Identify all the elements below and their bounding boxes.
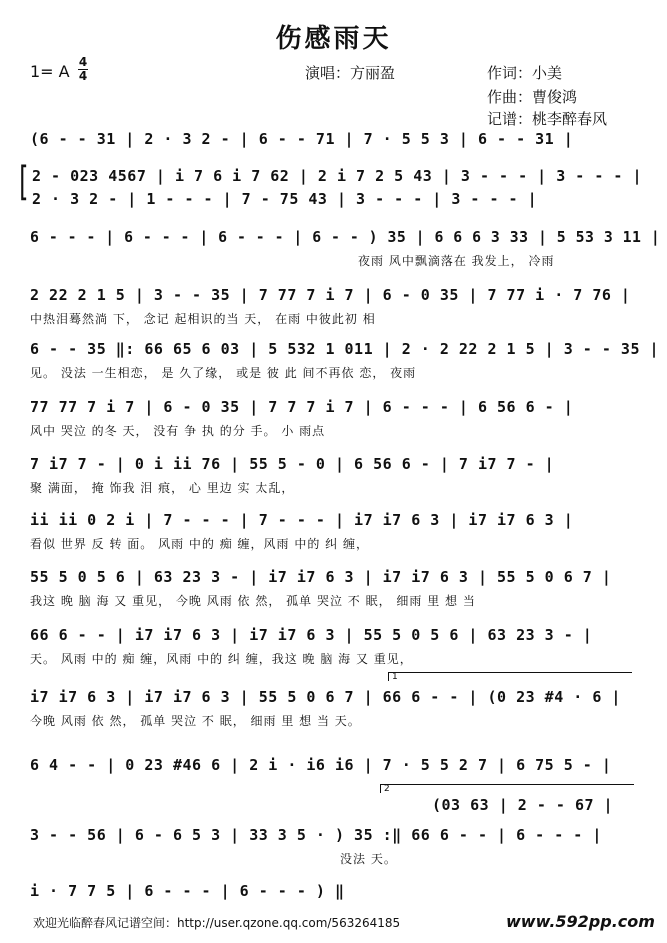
score-row-7: 7 i7 7 - | 0 i ii 76 | 55 5 - 0 | 6 56 6 - | 7 i7 7 - | bbox=[30, 455, 555, 473]
lyricist-credit: 作词：小美 bbox=[487, 64, 563, 82]
lyrics-row-6: 风中 哭泣 的冬 天， 没有 争 执 的分 手。 小 雨点 bbox=[30, 424, 326, 438]
score-row-2-upper: 2 - 023 4567 | i 7 6 i 7 62 | 2 i 7 2 5 43 | 3 - - - | 3 - - - | bbox=[32, 167, 642, 185]
volta-1: 1 bbox=[388, 672, 632, 681]
site-watermark: www.592pp.com bbox=[506, 912, 655, 931]
lyrics-row-3: 夜雨 风中飘滴落在 我发上， 冷雨 bbox=[358, 254, 555, 268]
score-row-3: 6 - - - | 6 - - - | 6 - - - | 6 - - ) 35 | 6 6 6 3 33 | 5 53 3 11 | bbox=[30, 228, 661, 246]
volta-2: 2 bbox=[380, 784, 634, 793]
lyrics-row-7: 聚 满面， 掩 饰我 泪 痕， 心 里边 实 太乱， bbox=[30, 481, 295, 495]
score-row-10: 66 6 - - | i7 i7 6 3 | i7 i7 6 3 | 55 5 0 5 6 | 63 23 3 - | bbox=[30, 626, 593, 644]
score-row-2-lower: 2 · 3 2 - | 1 - - - | 7 - 75 43 | 3 - - - | 3 - - - | bbox=[32, 190, 538, 208]
lyrics-row-9: 我这 晚 脑 海 又 重见， 今晚 风雨 依 然， 孤单 哭泣 不 眠， 细雨 里 想 当 bbox=[30, 594, 476, 608]
score-row-15: i · 7 7 5 | 6 - - - | 6 - - - ) ‖ bbox=[30, 882, 345, 900]
score-row-12: 6 4 - - | 0 23 #46 6 | 2 i · i6 i6 | 7 · 5 5 2 7 | 6 75 5 - | bbox=[30, 756, 612, 774]
time-signature-top: 4 bbox=[78, 55, 88, 69]
score-row-14: 3 - - 56 | 6 - 6 5 3 | 33 3 5 · ) 35 :‖ 66 6 - - | 6 - - - | bbox=[30, 826, 602, 844]
score-row-11: i7 i7 6 3 | i7 i7 6 3 | 55 5 0 6 7 | 66 6 - - | (0 23 #4 · 6 | bbox=[30, 688, 621, 706]
lyrics-row-4: 中热泪蓦然淌 下， 念记 起相识的当 天， 在雨 中彼此初 相 bbox=[30, 312, 376, 326]
score-row-5: 6 - - 35 ‖: 66 65 6 03 | 5 532 1 011 | 2 · 2 22 2 1 5 | 3 - - 35 | bbox=[30, 340, 660, 358]
lyrics-row-8: 看似 世界 反 转 面。 风雨 中的 痴 缠，风雨 中的 纠 缠， bbox=[30, 537, 369, 551]
system-brace: [ bbox=[19, 159, 29, 205]
score-row-9: 55 5 0 5 6 | 63 23 3 - | i7 i7 6 3 | i7 i7 6 3 | 55 5 0 6 7 | bbox=[30, 568, 612, 586]
footer-credit: 欢迎光临醉春风记谱空间：http://user.qzone.qq.com/563264185 bbox=[33, 916, 401, 930]
key-signature: 1= A bbox=[30, 62, 70, 81]
lyrics-row-10: 天。 风雨 中的 痴 缠，风雨 中的 纠 缠，我这 晚 脑 海 又 重见， bbox=[30, 652, 413, 666]
score-row-8: ii ii 0 2 i | 7 - - - | 7 - - - | i7 i7 6 3 | i7 i7 6 3 | bbox=[30, 511, 574, 529]
score-row-1: (6 - - 31 | 2 · 3 2 - | 6 - - 71 | 7 · 5 5 3 | 6 - - 31 | bbox=[30, 130, 574, 148]
score-row-13: (03 63 | 2 - - 67 | bbox=[432, 796, 614, 814]
time-signature bbox=[78, 57, 88, 82]
composer-credit: 作曲：曹俊鸿 bbox=[487, 88, 578, 106]
score-row-6: 77 77 7 i 7 | 6 - 0 35 | 7 7 7 i 7 | 6 - - - | 6 56 6 - | bbox=[30, 398, 574, 416]
lyrics-row-14: 没法 天。 bbox=[340, 852, 397, 866]
lyrics-row-5: 见。 没法 一生相恋， 是 久了缘， 或是 彼 此 间不再依 恋， 夜雨 bbox=[30, 366, 417, 380]
score-row-4: 2 22 2 1 5 | 3 - - 35 | 7 77 7 i 7 | 6 - 0 35 | 7 77 i · 7 76 | bbox=[30, 286, 631, 304]
singer-credit: 演唱：方丽盈 bbox=[305, 64, 396, 82]
lyrics-row-11: 今晚 风雨 依 然， 孤单 哭泣 不 眠， 细雨 里 想 当 天。 bbox=[30, 714, 361, 728]
song-title: 伤感雨天 bbox=[275, 24, 392, 54]
transcriber-credit: 记谱：桃李醉春风 bbox=[487, 110, 608, 128]
time-signature-bottom: 4 bbox=[78, 69, 88, 83]
